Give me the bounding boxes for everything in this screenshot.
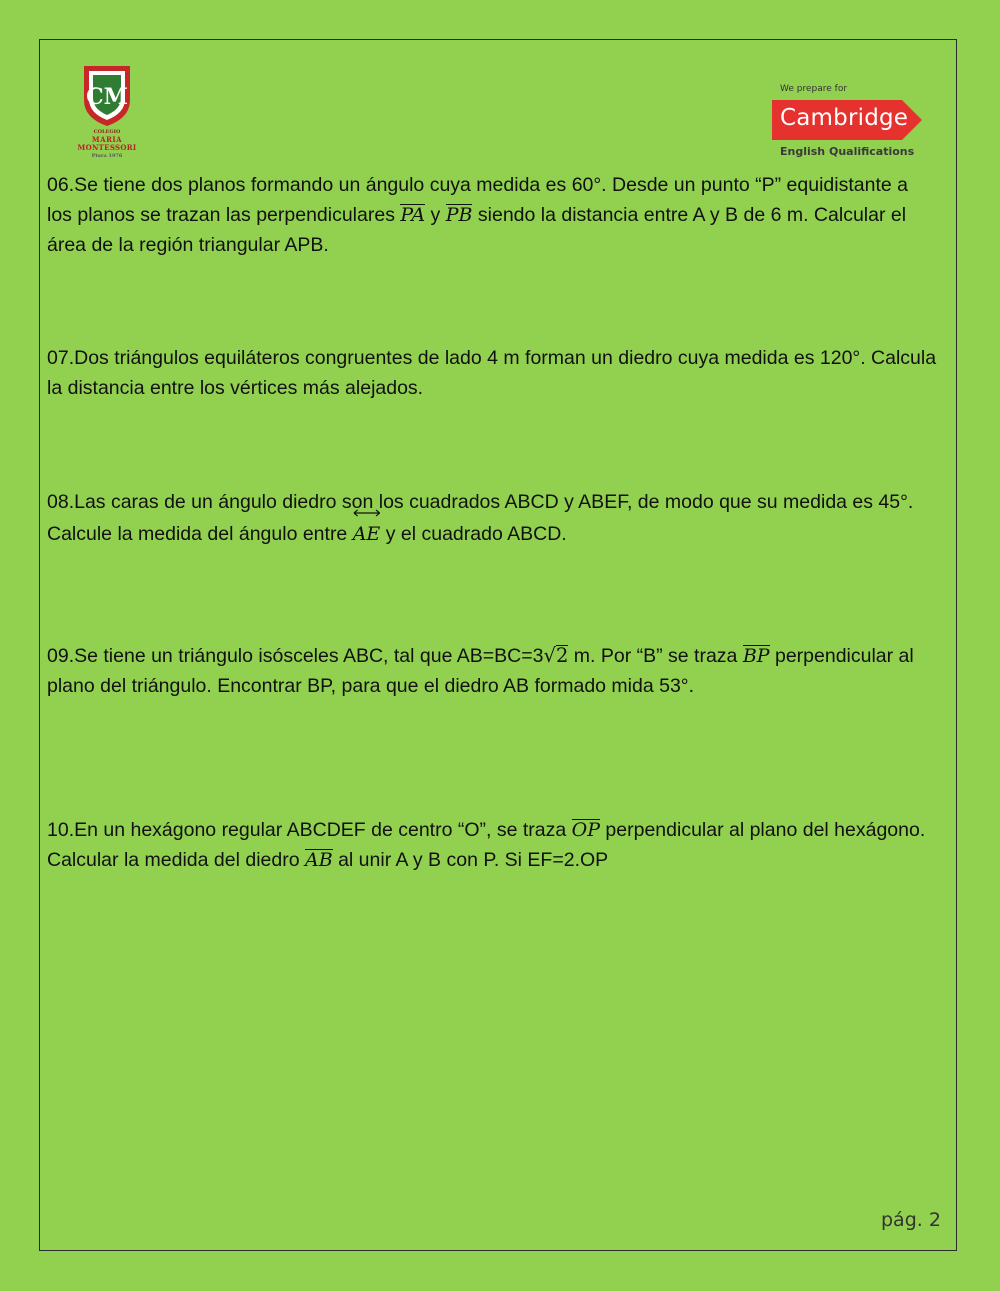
- question-text: Se tiene dos planos formando un ángulo cuya medida es 60°. Desde un punto “P” equidistante a los planos se trazan las perpendiculares: [47, 174, 908, 226]
- radicand: 2: [555, 644, 569, 667]
- question-07: [47, 343, 937, 403]
- double-arrow-icon: [353, 509, 381, 517]
- question-text: m. Por “B” se traza: [568, 645, 743, 667]
- question-text: perpendicular al plano del triángulo. Encontrar BP, para que el diedro AB formado mida 53°.: [47, 645, 914, 697]
- school-name-line2: MARIA: [91, 135, 123, 144]
- line-ae: [353, 517, 381, 549]
- question-number: 09.: [47, 645, 75, 667]
- question-number: 10.: [47, 819, 75, 841]
- segment-ab: AB: [304, 849, 333, 871]
- radical-sign-icon: √: [543, 644, 556, 667]
- question-text: al unir A y B con P. Si EF=2.OP: [332, 849, 609, 871]
- segment-pa: PA: [400, 204, 426, 226]
- question-number: 06.: [47, 174, 75, 196]
- question-text: Se tiene un triángulo isósceles ABC, tal que AB=BC=3: [74, 645, 544, 667]
- question-text: Dos triángulos equiláteros congruentes de lado 4 m forman un diedro cuya medida es 120°. Calcula la distancia entre los vértices más alejados.: [47, 347, 937, 399]
- shield-icon: [68, 62, 146, 128]
- question-text: En un hexágono regular ABCDEF de centro “O”, se traza: [74, 819, 572, 841]
- question-08: [47, 487, 937, 549]
- cambridge-tagline: We prepare for: [780, 84, 848, 94]
- question-text: perpendicular al plano del hexágono. Calcular la medida del diedro: [47, 819, 926, 871]
- school-name-line4: Piura 1976: [91, 153, 123, 159]
- question-10: [47, 815, 937, 875]
- segment-pb: PB: [445, 204, 473, 226]
- question-text: siendo la distancia entre A y B de 6 m. Calcular el área de la región triangular APB.: [47, 204, 907, 256]
- question-06: [47, 170, 937, 260]
- question-text: Las caras de un ángulo diedro son los cuadrados ABCD y ABEF, de modo que su medida es 45°. Calcule la medida del ángulo entre: [47, 491, 914, 545]
- school-logo: [68, 62, 146, 162]
- school-name-line3: MONTESSORI: [77, 143, 137, 152]
- line-ae-label: AE: [352, 523, 381, 545]
- segment-bp: BP: [742, 645, 770, 667]
- square-root: [544, 644, 569, 667]
- question-text: y el cuadrado ABCD.: [380, 523, 567, 545]
- segment-op: OP: [571, 819, 600, 841]
- cambridge-badge: [772, 100, 924, 140]
- question-09: [47, 641, 937, 701]
- svg-text:CM: CM: [86, 84, 128, 110]
- page-number: pág. 2: [881, 1209, 941, 1231]
- school-name-line1: COLEGIO: [93, 129, 121, 135]
- cambridge-subtitle: English Qualifications: [780, 145, 915, 158]
- question-number: 08.: [47, 491, 75, 513]
- question-number: 07.: [47, 347, 75, 369]
- question-text: y: [425, 204, 446, 226]
- cambridge-brand: Cambridge: [780, 105, 909, 131]
- cambridge-logo: [772, 84, 932, 164]
